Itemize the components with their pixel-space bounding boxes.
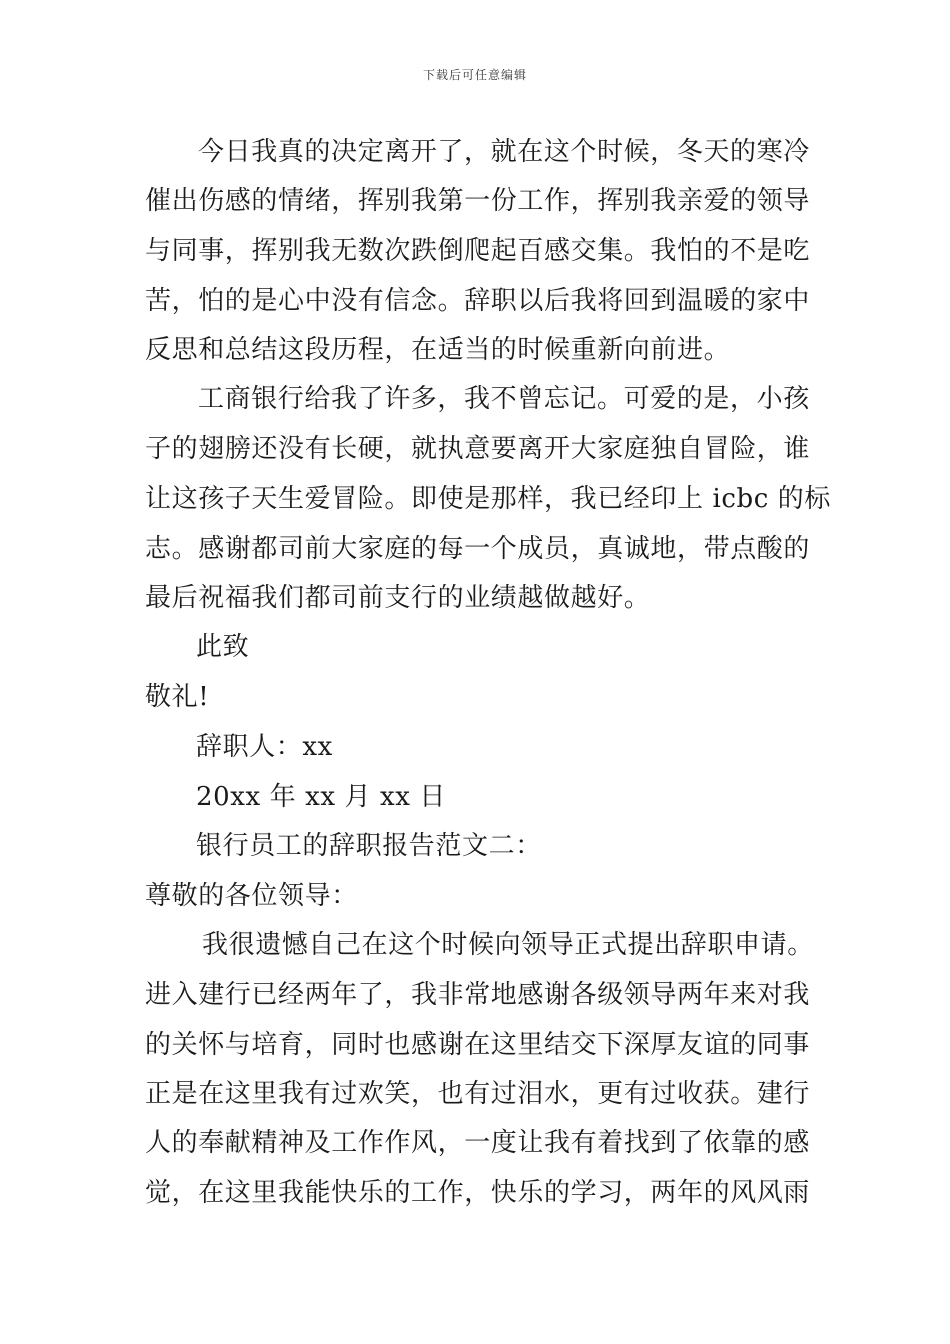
paragraph-line: 与同事，挥别我无数次跌倒爬起百感交集。我怕的不是吃	[145, 236, 811, 266]
paragraph-line: 觉，在这里我能快乐的工作，快乐的学习，两年的风风雨	[145, 1178, 811, 1208]
paragraph-line: 让这孩子天生爱冒险。即使是那样，我已经印上 icbc 的标	[145, 484, 832, 514]
paragraph-line: 工商银行给我了许多，我不曾忘记。可爱的是，小孩	[198, 384, 810, 414]
paragraph-line: 志。感谢都司前大家庭的每一个成员，真诚地，带点酸的	[145, 534, 811, 564]
paragraph-line: 进入建行已经两年了，我非常地感谢各级领导两年来对我	[145, 980, 811, 1010]
closing-regards: 敬礼!	[145, 682, 210, 712]
closing-salutation: 此致	[196, 632, 250, 662]
greeting: 尊敬的各位领导：	[145, 881, 358, 911]
paragraph-line: 最后祝福我们都司前支行的业绩越做越好。	[145, 583, 651, 613]
paragraph-line: 苦，怕的是心中没有信念。辞职以后我将回到温暖的家中	[145, 286, 811, 316]
paragraph-line: 人的奉献精神及工作作风，一度让我有着找到了依靠的感	[145, 1128, 811, 1158]
paragraph-line: 子的翅膀还没有长硬，就执意要离开大家庭独自冒险，谁	[145, 434, 811, 464]
paragraph-line: 正是在这里我有过欢笑，也有过泪水，更有过收获。建行	[145, 1079, 811, 1109]
signature-name: 辞职人：xx	[196, 732, 333, 762]
signature-date: 20xx 年 xx 月 xx 日	[196, 782, 446, 812]
section-title: 银行员工的辞职报告范文二：	[196, 831, 542, 861]
paragraph-line: 今日我真的决定离开了，就在这个时候，冬天的寒冷	[198, 137, 810, 167]
paragraph-line: 催出伤感的情绪，挥别我第一份工作，挥别我亲爱的领导	[145, 186, 811, 216]
paragraph-line: 我很遗憾自己在这个时候向领导正式提出辞职申请。	[202, 930, 814, 960]
page-header: 下载后可任意编辑	[422, 68, 527, 82]
paragraph-line: 反思和总结这段历程，在适当的时候重新向前进。	[145, 335, 731, 365]
paragraph-line: 的关怀与培育，同时也感谢在这里结交下深厚友谊的同事	[145, 1030, 811, 1060]
